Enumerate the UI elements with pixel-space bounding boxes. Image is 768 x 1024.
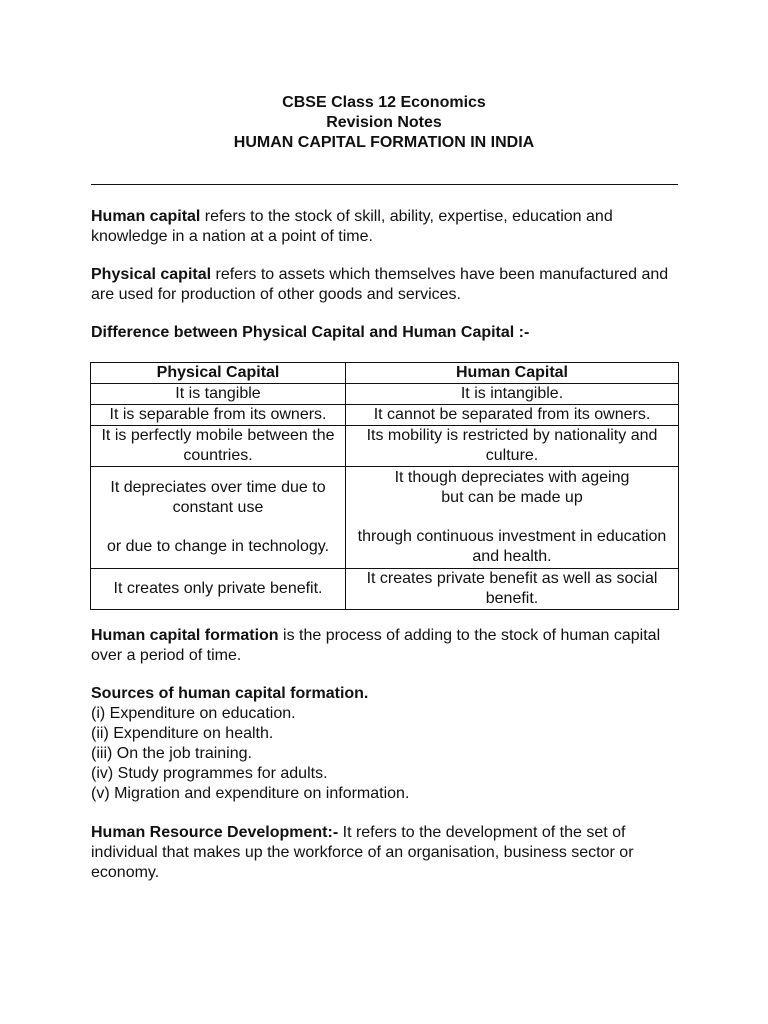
document-header [0,93,768,153]
table-cell: It creates only private benefit. [91,569,346,610]
sources-list [91,684,681,804]
human-capital-definition [91,207,681,247]
human-capital-text: refers to the stock of skill, ability, expertise, education and knowledge in a nation at a point of time. [91,208,613,245]
list-item: (v) Migration and expenditure on information. [91,785,410,802]
hrd-text: It refers to the development of the set of individual that makes up the workforce of an organisation, business sector or economy. [91,824,634,881]
hrd-term: Human Resource Development:- [91,824,339,841]
horizontal-rule [91,184,678,185]
hrd-definition [91,823,681,883]
table-cell-merged [91,467,346,569]
table-cell-merged [346,467,679,569]
header-physical-capital: Physical Capital [91,363,346,384]
table-row [91,426,679,467]
table-cell: It is intangible. [346,384,679,405]
table-cell: Its mobility is restricted by nationality and culture. [346,426,679,467]
formation-definition [91,626,681,666]
table-row [91,467,679,569]
physical-capital-term: Physical capital [91,266,212,283]
header-subtitle: Revision Notes [326,114,442,131]
table-header-row [91,363,679,384]
header-course: CBSE Class 12 Economics [282,94,486,111]
formation-text: is the process of adding to the stock of human capital over a period of time. [91,627,661,664]
list-item: (ii) Expenditure on health. [91,725,274,742]
human-capital-term: Human capital [91,208,201,225]
table-row [91,384,679,405]
table-cell-line: through continuous investment in education and health. [357,528,667,565]
table-cell: It is perfectly mobile between the countries. [91,426,346,467]
list-item: (iii) On the job training. [91,745,252,762]
table-row [91,569,679,610]
table-cell-line: It though depreciates with ageing but can be made up [394,469,630,506]
comparison-table [90,362,679,610]
physical-capital-definition [91,265,681,305]
table-cell: It is separable from its owners. [91,405,346,426]
header-chapter-title: HUMAN CAPITAL FORMATION IN INDIA [233,134,535,151]
table-row [91,405,679,426]
table-cell: It creates private benefit as well as social benefit. [346,569,679,610]
sources-heading: Sources of human capital formation. [91,685,369,702]
table-cell: It cannot be separated from its owners. [346,405,679,426]
physical-capital-text: refers to assets which themselves have been manufactured and are used for production of other goods and services. [91,266,669,303]
table-cell-line: It depreciates over time due to constant use [110,479,326,516]
difference-heading-text: Difference between Physical Capital and Human Capital :- [91,324,530,341]
formation-term: Human capital formation [91,627,279,644]
list-item: (iv) Study programmes for adults. [91,765,328,782]
difference-heading [91,323,681,343]
table-cell: It is tangible [91,384,346,405]
header-human-capital: Human Capital [346,363,679,384]
list-item: (i) Expenditure on education. [91,705,296,722]
table-cell-line: or due to change in technology. [106,538,330,555]
